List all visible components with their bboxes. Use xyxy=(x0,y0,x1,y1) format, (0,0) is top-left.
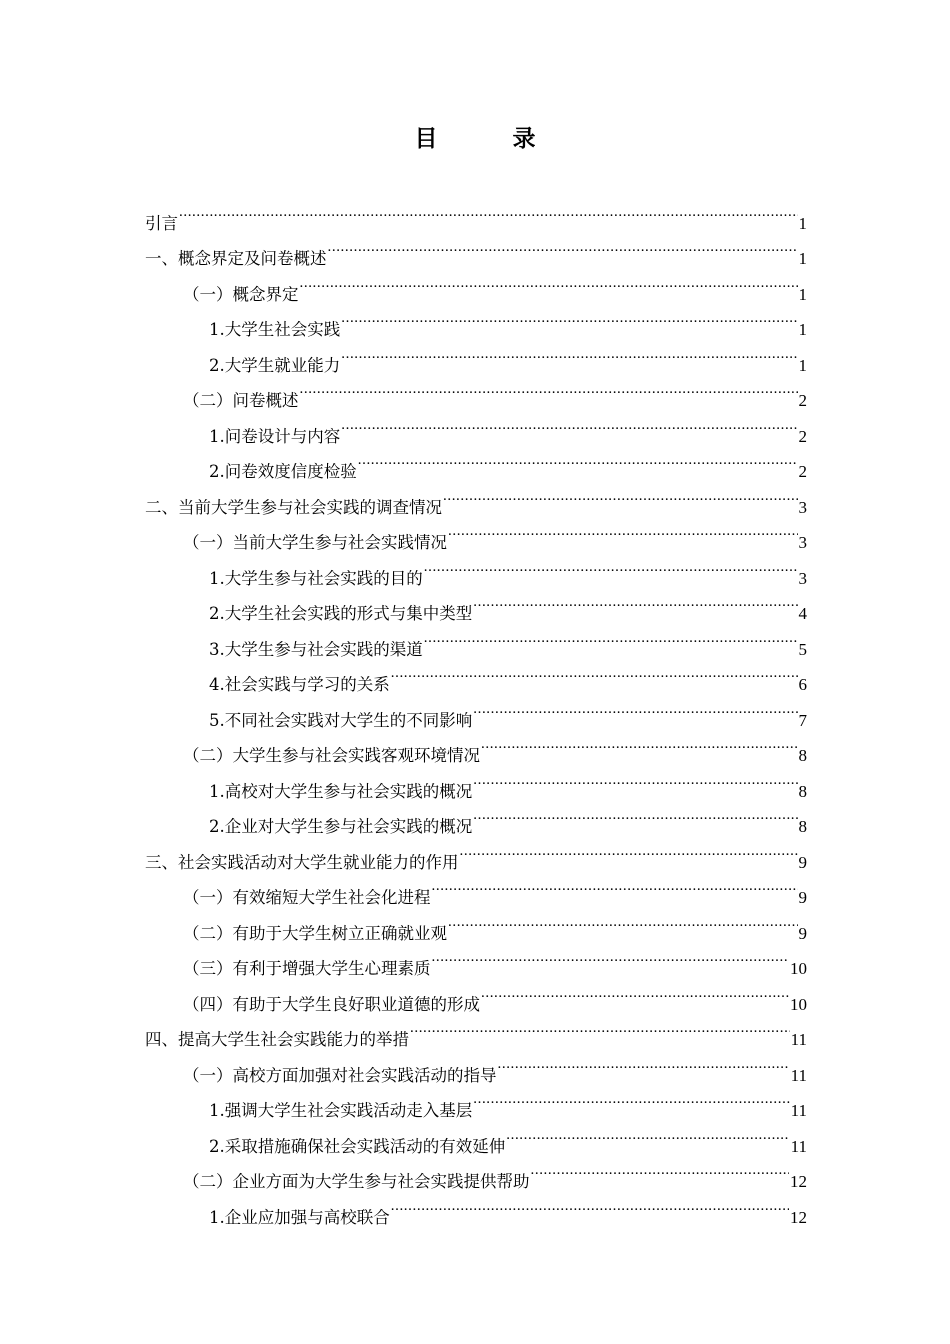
dot-leader xyxy=(473,761,797,797)
dot-leader xyxy=(432,868,798,904)
dot-leader xyxy=(391,1187,789,1223)
dot-leader xyxy=(432,939,790,975)
dot-leader xyxy=(328,229,798,265)
toc-entry-text: 2.问卷效度信度检验 xyxy=(209,462,357,481)
toc-page-number: 7 xyxy=(798,710,807,730)
dot-leader xyxy=(473,1081,789,1117)
toc-entry-text: 1.大学生社会实践 xyxy=(209,320,341,339)
toc-page-number: 3 xyxy=(798,533,807,552)
toc-entry-text: 1.大学生参与社会实践的目的 xyxy=(209,568,423,588)
toc-page-number: 2 xyxy=(798,391,807,410)
toc-page-number: 1 xyxy=(798,355,807,375)
toc-page-number: 4 xyxy=(798,604,807,623)
dot-leader xyxy=(448,513,798,549)
dot-leader xyxy=(179,193,798,229)
toc-page-number: 5 xyxy=(798,639,807,659)
toc-entry-text: （二）有助于大学生树立正确就业观 xyxy=(183,923,447,943)
toc-entry-text: 2.采取措施确保社会实践活动的有效延伸 xyxy=(209,1136,506,1156)
dot-leader xyxy=(473,797,797,833)
dot-leader xyxy=(481,974,789,1010)
toc-page-number: 11 xyxy=(790,1065,807,1085)
toc-entry-text: 三、社会实践活动对大学生就业能力的作用 xyxy=(145,852,459,872)
dot-leader xyxy=(443,477,798,513)
toc-page-number: 3 xyxy=(798,568,807,588)
toc-entry-text: （四）有助于大学生良好职业道德的形成 xyxy=(183,994,480,1014)
dot-leader xyxy=(424,619,798,655)
toc-page-number: 2 xyxy=(798,462,807,481)
dot-leader xyxy=(460,832,798,868)
dot-leader xyxy=(448,903,798,939)
toc-page-number: 6 xyxy=(798,675,807,694)
dot-leader xyxy=(531,1152,790,1188)
toc-entry-text: （一）当前大学生参与社会实践情况 xyxy=(183,533,447,552)
toc-page-number: 8 xyxy=(798,746,807,765)
dot-leader xyxy=(481,726,798,762)
toc-entry-text: 1.强调大学生社会实践活动走入基层 xyxy=(209,1101,473,1120)
dot-leader xyxy=(424,548,798,584)
toc-page-number: 10 xyxy=(790,959,807,978)
toc-entry[interactable] xyxy=(145,229,807,268)
toc-page-number: 1 xyxy=(798,284,807,304)
toc-page-number: 8 xyxy=(798,781,807,801)
dot-leader xyxy=(300,371,798,407)
toc-entry-text: 1.企业应加强与高校联合 xyxy=(209,1207,390,1227)
dot-leader xyxy=(506,1116,789,1152)
toc-page-number: 1 xyxy=(798,320,807,339)
toc-entry-text: （一）概念界定 xyxy=(183,284,299,304)
toc-page-number: 10 xyxy=(790,994,807,1014)
dot-leader xyxy=(341,300,797,336)
toc-entry-text: （二）问卷概述 xyxy=(183,391,299,410)
toc-page-number: 9 xyxy=(798,852,807,872)
toc-page-number: 12 xyxy=(790,1172,807,1191)
dot-leader xyxy=(300,264,798,300)
toc-page-number: 9 xyxy=(798,888,807,907)
toc-entry-text: （三）有利于增强大学生心理素质 xyxy=(183,959,431,978)
toc-page-number: 11 xyxy=(790,1136,807,1156)
toc-page-number: 1 xyxy=(798,213,807,233)
toc-page-number: 2 xyxy=(798,426,807,446)
toc-page-number: 1 xyxy=(798,249,807,268)
toc-page-number: 3 xyxy=(798,497,807,517)
dot-leader xyxy=(341,335,797,371)
toc-entry-text: 2.企业对大学生参与社会实践的概况 xyxy=(209,817,473,836)
dot-leader xyxy=(358,442,798,478)
toc-page-number: 12 xyxy=(790,1207,807,1227)
toc-entry-text: 1.问卷设计与内容 xyxy=(209,426,341,446)
toc-entry-text: 1.高校对大学生参与社会实践的概况 xyxy=(209,781,473,801)
toc-entry-text: 2.大学生就业能力 xyxy=(209,355,341,375)
toc-page-number: 8 xyxy=(798,817,807,836)
toc-entry-text: 引言 xyxy=(145,213,178,233)
toc-page-number: 11 xyxy=(790,1101,807,1120)
toc-entry[interactable] xyxy=(145,193,807,233)
toc-title: 目 录 xyxy=(414,126,562,152)
toc-entry-text: 4.社会实践与学习的关系 xyxy=(209,675,390,694)
toc-entry-text: 一、概念界定及问卷概述 xyxy=(145,249,327,268)
toc-page-number: 11 xyxy=(790,1030,807,1049)
dot-leader xyxy=(341,406,797,442)
toc-entry-text: 四、提高大学生社会实践能力的举措 xyxy=(145,1030,409,1049)
toc-page-number: 9 xyxy=(798,923,807,943)
toc-entry-text: 2.大学生社会实践的形式与集中类型 xyxy=(209,604,473,623)
dot-leader xyxy=(410,1010,790,1046)
dot-leader xyxy=(473,584,797,620)
toc-entry-text: （二）大学生参与社会实践客观环境情况 xyxy=(183,746,480,765)
toc-entry-text: 5.不同社会实践对大学生的不同影响 xyxy=(209,710,473,730)
dot-leader xyxy=(473,690,797,726)
toc-entry-text: （一）高校方面加强对社会实践活动的指导 xyxy=(183,1065,497,1085)
toc-entry-text: （一）有效缩短大学生社会化进程 xyxy=(183,888,431,907)
dot-leader xyxy=(498,1045,790,1081)
toc-entry-text: 3.大学生参与社会实践的渠道 xyxy=(209,639,423,659)
toc-entry-text: 二、当前大学生参与社会实践的调查情况 xyxy=(145,497,442,517)
dot-leader xyxy=(391,655,798,691)
table-of-contents xyxy=(145,193,807,1227)
toc-entry-text: （二）企业方面为大学生参与社会实践提供帮助 xyxy=(183,1172,530,1191)
